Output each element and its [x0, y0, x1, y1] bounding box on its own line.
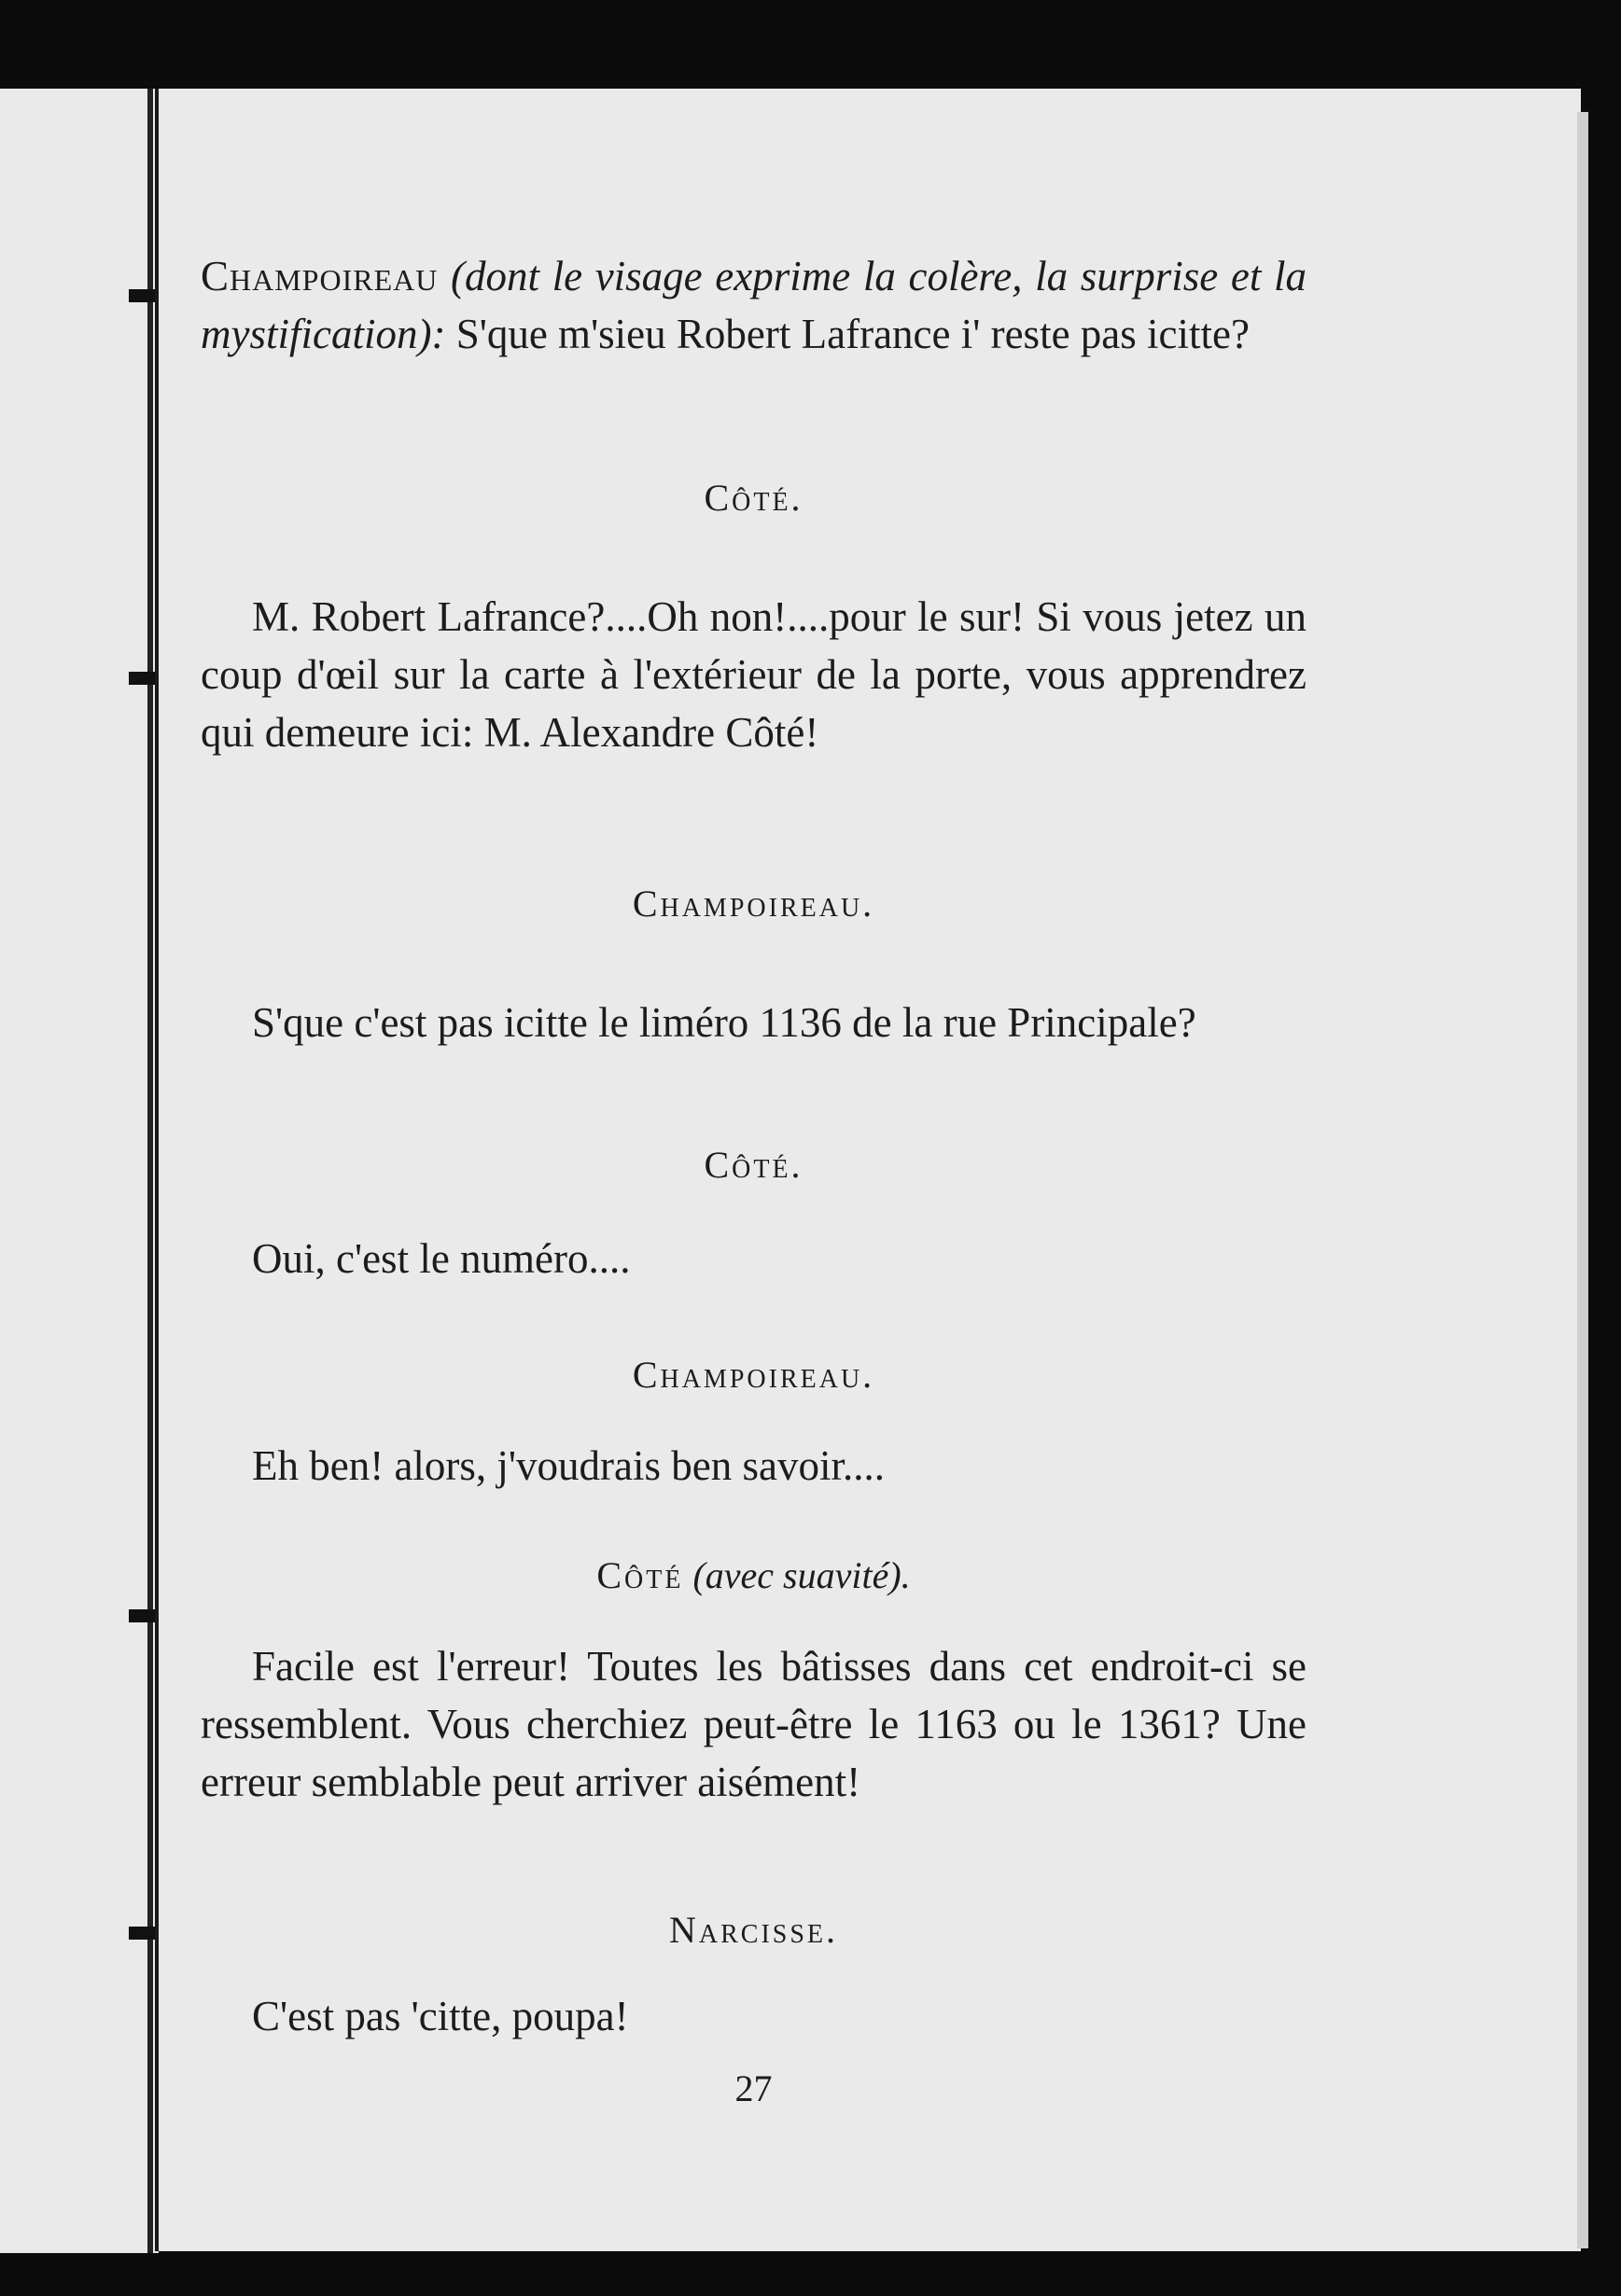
paragraph-4 [201, 1230, 1307, 1287]
stage-direction: (dont le visage exprime la colère, la surprise et la mystification): [201, 253, 1307, 357]
dialogue-text: M. Robert Lafrance?....Oh non!....pour le sur! Si vous jetez un coup d'œil sur la carte à l'extérieur de la porte, vous apprendrez qui demeure ici: M. Alexandre Côté! [201, 593, 1307, 756]
paragraph-7 [201, 1987, 1307, 2045]
paragraph-3 [201, 994, 1307, 1051]
margin-tab [129, 672, 155, 685]
speaker-heading: Côté. [704, 1144, 804, 1186]
margin-tab [129, 1609, 155, 1622]
speaker-name: Côté [596, 1554, 684, 1596]
speaker-name: Champoireau [201, 253, 439, 299]
speaker-heading [201, 1553, 1307, 1597]
margin-tab [129, 1927, 155, 1940]
dialogue-text: S'que m'sieu Robert Lafrance i' reste pas icitte? [445, 311, 1250, 357]
margin-tab [129, 289, 155, 302]
paragraph-6 [201, 1637, 1307, 1811]
paragraph-5 [201, 1437, 1307, 1495]
dialogue-text: S'que c'est pas icitte le liméro 1136 de la rue Principale? [252, 999, 1196, 1046]
paragraph-2 [201, 588, 1307, 761]
stage-direction: (avec suavité). [692, 1554, 911, 1596]
speaker-heading: Champoireau. [632, 1354, 875, 1396]
dialogue-text: C'est pas 'citte, poupa! [252, 1993, 629, 2039]
dialogue-text: Eh ben! alors, j'voudrais ben savoir.... [252, 1442, 885, 1489]
page-number: 27 [734, 2067, 773, 2109]
dialogue-text: Oui, c'est le numéro.... [252, 1235, 631, 1282]
speaker-heading: Champoireau. [632, 883, 875, 925]
page-right-edge [1577, 112, 1588, 2248]
paragraph-1 [201, 247, 1307, 363]
speaker-heading: Côté. [704, 477, 804, 519]
dialogue-text: Facile est l'erreur! Toutes les bâtisses dans cet endroit-ci se ressemblent. Vous cherchiez peut-être le 1163 ou le 1361? Une erreur semblable peut arriver aisément! [201, 1643, 1307, 1805]
speaker-heading: Narcisse. [668, 1909, 839, 1951]
facing-page-edge [0, 89, 159, 2253]
